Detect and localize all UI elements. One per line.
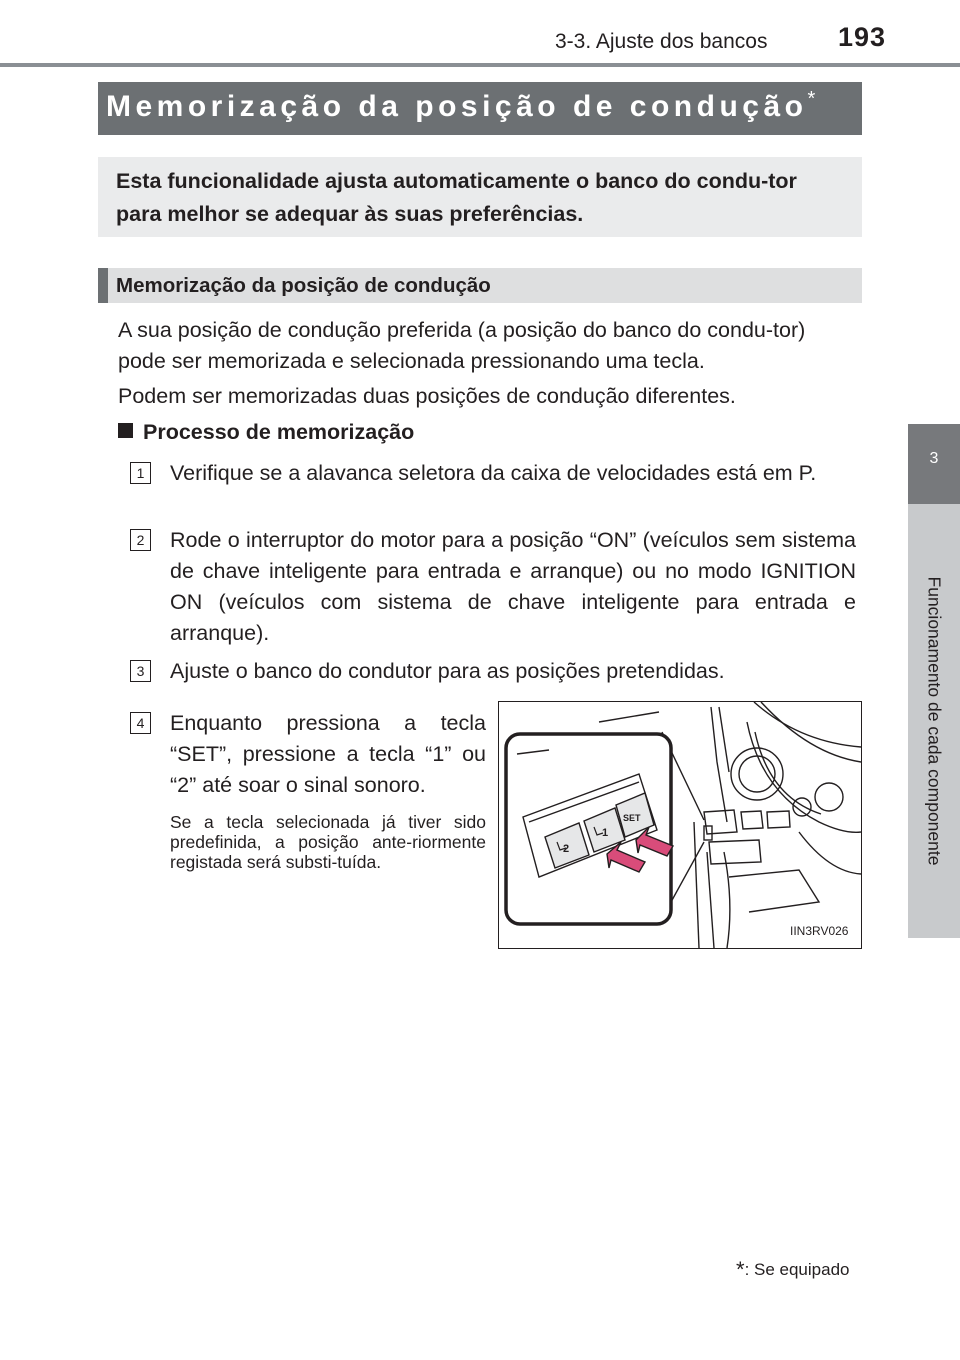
equipped-marker: * — [807, 88, 816, 110]
paragraph: Podem ser memorizadas duas posições de condução diferentes. — [118, 384, 736, 408]
figure-code: IIN3RV026 — [790, 924, 849, 938]
memory-buttons-illustration — [498, 701, 862, 949]
page-heading-text: Memorização da posição de condução — [106, 90, 808, 123]
procedure-heading — [118, 420, 414, 445]
step-number: 3 — [130, 660, 151, 682]
memory-1-button-label: 1 — [602, 827, 609, 839]
set-button-label: SET — [623, 813, 641, 823]
chapter-label-container — [908, 504, 960, 938]
chapter-number: 3 — [929, 450, 939, 467]
step-text: Ajuste o banco do condutor para as posições pretendidas. — [170, 659, 725, 683]
step-text: Rode o interruptor do motor para a posição “ON” (veículos sem sistema de chave inteligente para entrada e arranque) ou no modo IGNITION ON (veículos com sistema de chave inteligente para entrada e arranque). — [170, 528, 856, 645]
page-heading — [106, 88, 815, 124]
footnote — [736, 1257, 849, 1283]
intro-text: Esta funcionalidade ajusta automaticamente o banco do condu-tor para melhor se adequar às suas preferências. — [116, 169, 797, 226]
footnote-text: : Se equipado — [744, 1260, 850, 1279]
intro-box — [98, 157, 862, 237]
memory-2-button-label: 2 — [563, 843, 570, 855]
subheading-accent — [98, 268, 108, 303]
paragraph: A sua posição de condução preferida (a posição do banco do condu-tor) pode ser memorizada e selecionada pressionando uma tecla. — [118, 318, 806, 373]
step-text: Verifique se a alavanca seletora da caixa de velocidades está em P. — [170, 461, 817, 485]
step-number: 2 — [130, 529, 151, 551]
footnote-marker: * — [736, 1257, 745, 1282]
step-text: Enquanto pressiona a tecla “SET”, pressione a tecla “1” ou “2” até soar o sinal sonoro. — [170, 711, 486, 797]
square-bullet-icon — [118, 423, 133, 438]
header-rule — [0, 63, 960, 67]
procedure-heading-text: Processo de memorização — [143, 420, 415, 444]
memory-buttons-drawing — [499, 702, 861, 948]
section-title: 3-3. Ajuste dos bancos — [555, 30, 768, 53]
step-note: Se a tecla selecionada já tiver sido predefinida, a posição ante-riormente registada será substi-tuída. — [170, 812, 486, 872]
subheading: Memorização da posição de condução — [116, 274, 491, 297]
step-number: 4 — [130, 712, 151, 734]
page-number: 193 — [838, 22, 887, 52]
step-number: 1 — [130, 462, 151, 484]
chapter-title: Funcionamento de cada componente — [924, 576, 945, 866]
